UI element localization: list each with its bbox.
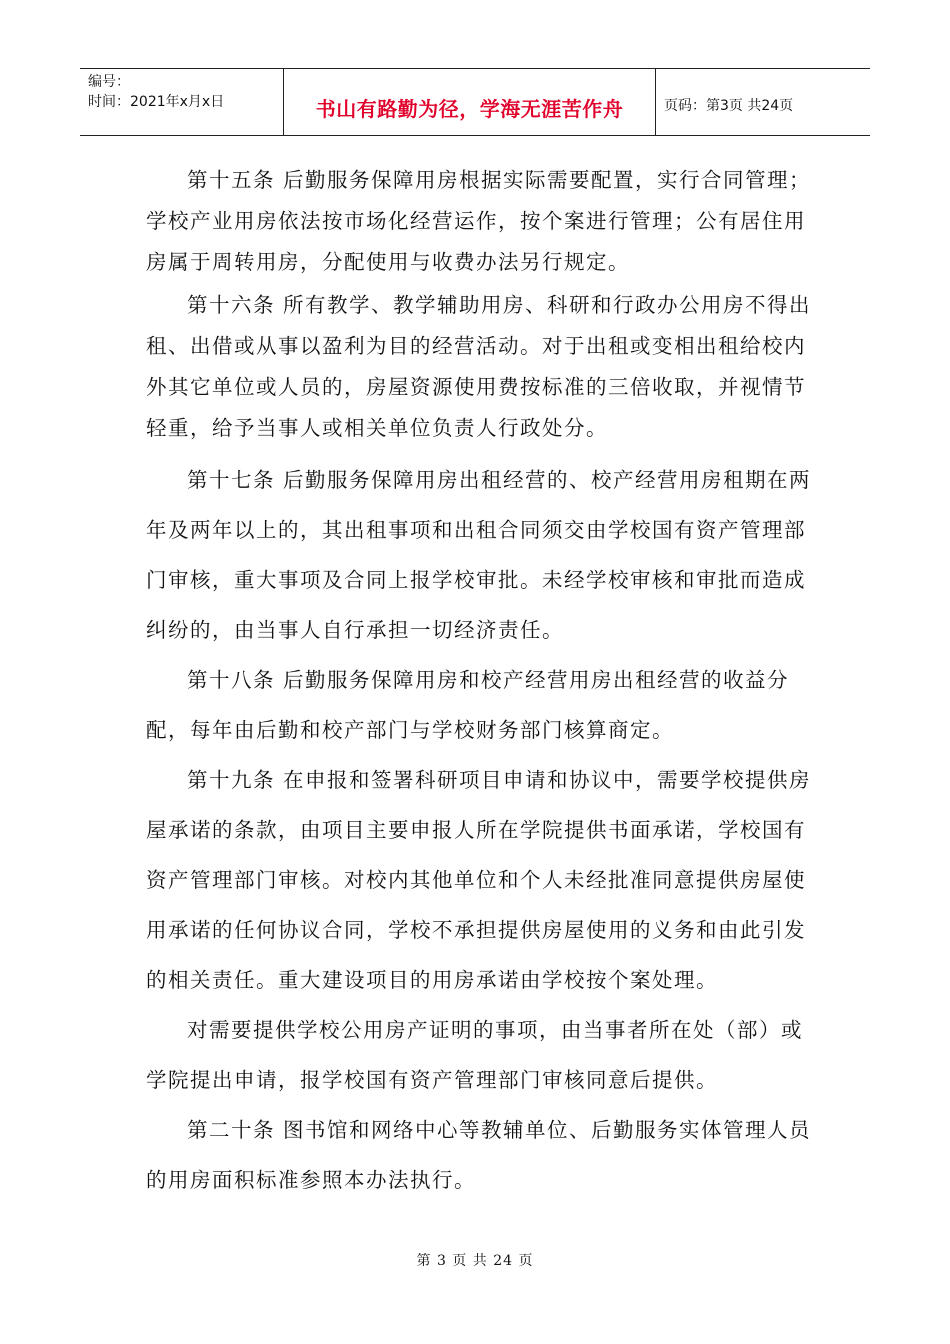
article-15: 第十五条 后勤服务保障用房根据实际需要配置，实行合同管理；学校产业用房依法按市场化经营运作，按个案进行管理；公有居住用房属于周转用房，分配使用与收费办法另行规定。 (146, 168, 812, 274)
header-meta (80, 69, 283, 135)
document-body (146, 160, 816, 1205)
motto-text: 书山有路勤为径，学海无涯苦作舟 (315, 96, 624, 121)
article-18: 第十八条 后勤服务保障用房和校产经营用房出租经营的收益分配，每年由后勤和校产部门与学校财务部门核算商定。 (146, 668, 790, 742)
header-motto (283, 69, 656, 135)
article-17: 第十七条 后勤服务保障用房出租经营的、校产经营用房租期在两年及两年以上的，其出租事项和出租合同须交由学校国有资产管理部门审核，重大事项及合同上报学校审批。未经学校审核和审批而造成纠纷的，由当事人自行承担一切经济责任。 (146, 468, 812, 642)
certificate-note: 对需要提供学校公用房产证明的事项，由当事者所在处（部）或学院提出申请，报学校国有资产管理部门审核同意后提供。 (146, 1018, 803, 1092)
document-header (80, 68, 870, 136)
date-label: 时间：2021年x月x日 (88, 94, 225, 110)
article-19: 第十九条 在申报和签署科研项目申请和协议中，需要学校提供房屋承诺的条款，由项目主要申报人所在学院提供书面承诺，学校国有资产管理部门审核。对校内其他单位和个人未经批准同意提供房屋使用承诺的任何协议合同，学校不承担提供房屋使用的义务和由此引发的相关责任。重大建设项目的用房承诺由学校按个案处理。 (146, 768, 812, 992)
article-16: 第十六条 所有教学、教学辅助用房、科研和行政办公用房不得出租、出借或从事以盈利为目的经营活动。对于出租或变相出租给校内外其它单位或人员的，房屋资源使用费按标准的三倍收取，并视情节轻重，给予当事人或相关单位负责人行政处分。 (146, 293, 812, 440)
footer-page-number: 第 3 页 共 24 页 (416, 1253, 534, 1269)
number-label: 编号： (88, 74, 130, 90)
header-page-info (656, 69, 870, 135)
page-footer (0, 1250, 950, 1270)
article-20: 第二十条 图书馆和网络中心等教辅单位、后勤服务实体管理人员的用房面积标准参照本办法执行。 (146, 1118, 812, 1192)
page-label: 页码：第3页 共24页 (664, 98, 794, 114)
